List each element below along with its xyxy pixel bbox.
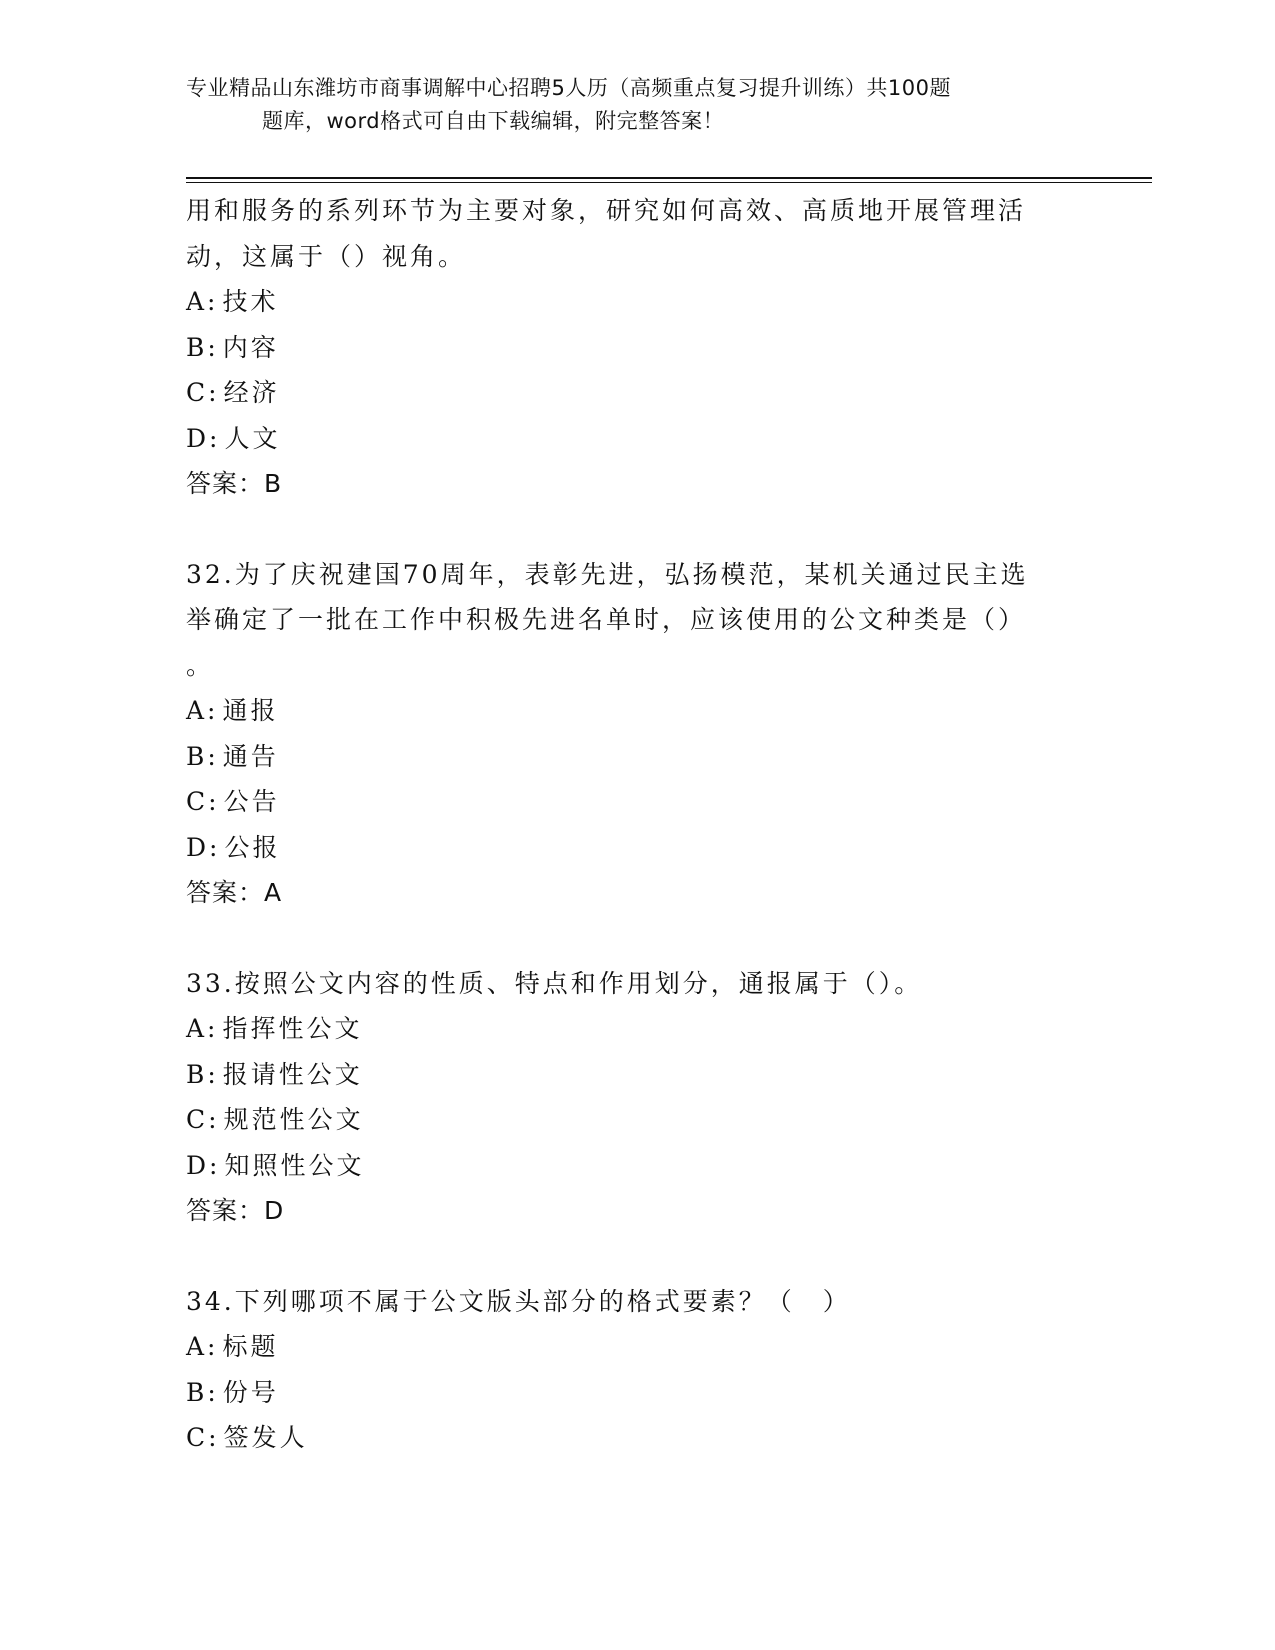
document-header: [186, 72, 1086, 138]
question-text-line: 34.下列哪项不属于公文版头部分的格式要素？（ ）: [186, 1286, 851, 1316]
option-text: 技术: [222, 287, 279, 316]
option-text: 内容: [222, 332, 279, 362]
option-letter: D:: [186, 423, 221, 453]
option-b: [186, 734, 1086, 780]
header-title-line-1: 专业精品山东潍坊市商事调解中心招聘5人历（高频重点复习提升训练）共100题: [186, 76, 951, 100]
question-block: [186, 188, 1086, 507]
option-text: 报请性公文: [222, 1059, 363, 1089]
option-letter: C:: [186, 1105, 220, 1134]
option-text: 签发人: [223, 1423, 308, 1452]
option-letter: D:: [186, 832, 221, 862]
option-text: 通告: [222, 741, 279, 771]
option-text: 指挥性公文: [222, 1014, 363, 1043]
option-letter: D:: [186, 1150, 221, 1180]
option-letter: A:: [186, 1014, 219, 1043]
spacer: [186, 1234, 1086, 1279]
option-a: [186, 1006, 1086, 1052]
spacer: [186, 507, 1086, 552]
option-text: 份号: [222, 1377, 279, 1407]
option-letter: B:: [186, 741, 219, 771]
option-b: [186, 1370, 1086, 1416]
question-text-line: 33.按照公文内容的性质、特点和作用划分，通报属于（）。: [186, 968, 923, 998]
question-text-line: 。: [186, 650, 215, 680]
option-letter: A:: [186, 696, 219, 725]
option-text: 人文: [224, 423, 281, 453]
option-letter: B:: [186, 332, 219, 362]
option-c: [186, 779, 1086, 825]
option-b: [186, 325, 1086, 371]
question-text-line: 用和服务的系列环节为主要对象，研究如何高效、高质地开展管理活: [186, 196, 1027, 225]
option-letter: B:: [186, 1377, 219, 1407]
option-letter: A:: [186, 1332, 219, 1361]
option-a: [186, 279, 1086, 325]
question-block: [186, 552, 1086, 916]
option-letter: C:: [186, 787, 220, 816]
question-list: [186, 188, 1086, 1461]
question-block: [186, 961, 1086, 1234]
option-letter: A:: [186, 287, 219, 316]
answer-line: 答案：D: [186, 1196, 285, 1225]
option-text: 知照性公文: [224, 1150, 365, 1180]
option-text: 规范性公文: [223, 1105, 364, 1134]
option-letter: C:: [186, 1423, 220, 1452]
option-a: [186, 688, 1086, 734]
header-title-line-2: 题库，word格式可自由下载编辑，附完整答案！: [262, 109, 725, 133]
question-block: [186, 1279, 1086, 1461]
option-d: [186, 825, 1086, 871]
question-text-line: 动，这属于（）视角。: [186, 241, 467, 271]
option-c: [186, 1097, 1086, 1143]
option-a: [186, 1324, 1086, 1370]
question-text-line: 举确定了一批在工作中积极先进名单时，应该使用的公文种类是（）: [186, 605, 1027, 634]
option-letter: C:: [186, 378, 220, 407]
option-letter: B:: [186, 1059, 219, 1089]
option-b: [186, 1052, 1086, 1098]
option-c: [186, 1415, 1086, 1461]
option-c: [186, 370, 1086, 416]
spacer: [186, 916, 1086, 961]
answer-line: 答案：A: [186, 878, 283, 907]
option-text: 经济: [223, 378, 280, 407]
header-rule-thin: [186, 182, 1152, 183]
option-text: 公报: [224, 832, 281, 862]
question-text-line: 32.为了庆祝建国70周年，表彰先进，弘扬模范，某机关通过民主选: [186, 559, 1029, 589]
option-text: 公告: [223, 787, 280, 816]
option-text: 通报: [222, 696, 279, 725]
option-d: [186, 416, 1086, 462]
option-d: [186, 1143, 1086, 1189]
answer-line: 答案：B: [186, 469, 283, 498]
header-rule-thick: [186, 177, 1152, 179]
option-text: 标题: [222, 1332, 279, 1361]
